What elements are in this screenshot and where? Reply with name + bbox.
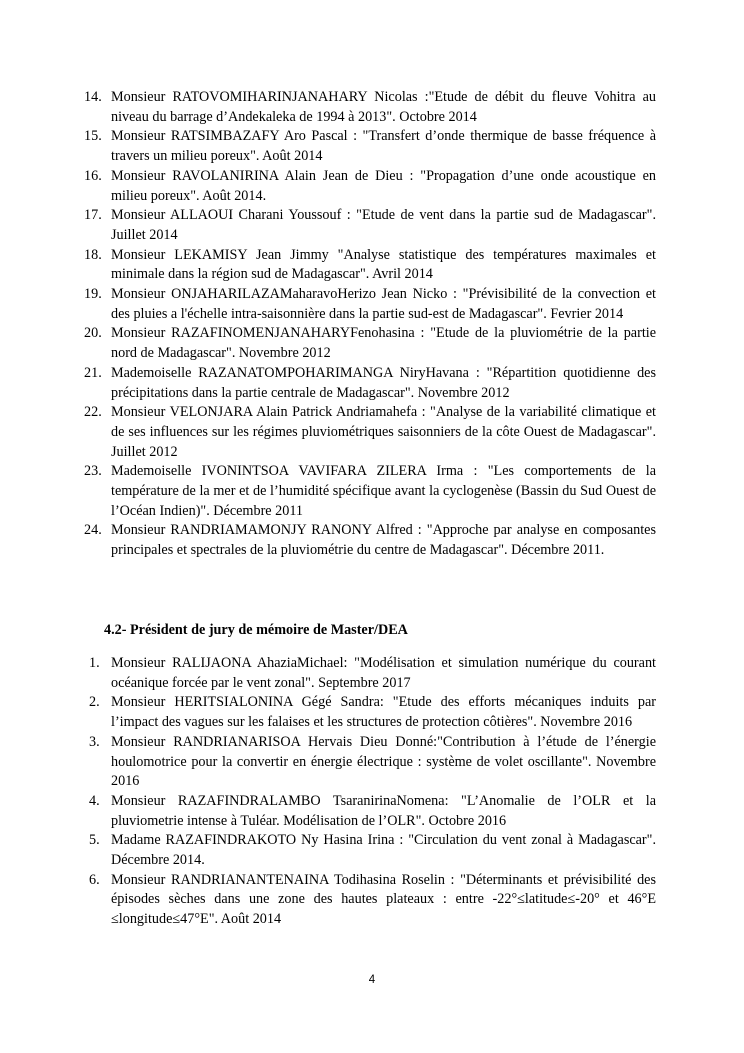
- item-text: Monsieur RATOVOMIHARINJANAHARY Nicolas :"Etude de débit du fleuve Vohitra au niveau du barrage d’Andekaleka de 1994 à 2013". Octobre 2014: [111, 89, 656, 125]
- item-number: 3.: [89, 733, 100, 750]
- item-text: Monsieur HERITSIALONINA Gégé Sandra: "Etude des efforts mécaniques induits par l’impact des vagues sur les falaises et les structures de protection côtières". Novembre 2016: [111, 694, 656, 731]
- item-text: Monsieur VELONJARA Alain Patrick Andriamahefa : "Analyse de la variabilité climatique et de ses influences sur les régimes pluviométriques saisonniers de la côte Ouest de Madagascar". Juillet 2012: [111, 404, 656, 460]
- item-text: Monsieur RANDRIANARISOA Hervais Dieu Donné:"Contribution à l’étude de l’énergie houlomotrice pour la convertir en énergie électrique : système de volet oscillante". Novembre 2016: [111, 733, 656, 790]
- item-number: 24.: [84, 522, 102, 539]
- list-item: [0, 324, 744, 363]
- item-number: 19.: [84, 286, 102, 303]
- item-number: 4.: [89, 792, 100, 809]
- jury-president-list: [0, 654, 744, 930]
- list-item: [0, 88, 744, 127]
- list-item: [0, 364, 744, 403]
- item-text: Madame RAZAFINDRAKOTO Ny Hasina Irina : "Circulation du vent zonal à Madagascar". Décembre 2014.: [111, 832, 656, 869]
- list-item: [0, 403, 744, 462]
- thesis-list-continued: [0, 88, 744, 561]
- item-text: Monsieur RATSIMBAZAFY Aro Pascal : "Transfert d’onde thermique de basse fréquence à travers un milieu poreux". Août 2014: [111, 128, 656, 165]
- list-item: [0, 285, 744, 324]
- list-item: [0, 693, 744, 732]
- item-text: Monsieur ALLAOUI Charani Youssouf : "Etude de vent dans la partie sud de Madagascar". Juillet 2014: [111, 207, 656, 243]
- list-item: [0, 462, 744, 521]
- item-text: Monsieur LEKAMISY Jean Jimmy "Analyse statistique des températures maximales et minimale dans la région sud de Madagascar". Avril 2014: [111, 246, 656, 283]
- page-number: 4: [368, 974, 376, 986]
- item-text: Monsieur ONJAHARILAZAMaharavoHerizo Jean Nicko : "Prévisibilité de la convection et des pluies a l'échelle intra-saisonnière dans la partie sud-est de Madagascar". Fevrier 2014: [111, 286, 656, 322]
- item-number: 22.: [84, 404, 102, 421]
- list-item: [0, 246, 744, 285]
- list-item: [0, 831, 744, 870]
- list-item: [0, 206, 744, 245]
- list-item: [0, 521, 744, 560]
- section-heading: 4.2- Président de jury de mémoire de Master/DEA: [104, 622, 408, 638]
- item-text: Monsieur RAVOLANIRINA Alain Jean de Dieu : "Propagation d’une onde acoustique en milieu poreux". Août 2014.: [111, 167, 656, 204]
- item-number: 17.: [84, 207, 102, 224]
- item-number: 14.: [84, 89, 102, 105]
- list-item: [0, 167, 744, 206]
- item-text: Mademoiselle IVONINTSOA VAVIFARA ZILERA Irma : "Les comportements de la température de la mer et de l’humidité spécifique avant la cyclogenèse (Bassin du Sud Ouest de l’Océan Indien)". Décembre 2011: [111, 463, 656, 519]
- item-number: 5.: [89, 832, 100, 849]
- item-number: 18.: [84, 246, 102, 263]
- list-item: [0, 733, 744, 792]
- item-number: 16.: [84, 167, 102, 184]
- item-number: 6.: [89, 871, 100, 888]
- item-number: 2.: [89, 694, 100, 711]
- item-text: Monsieur RAZAFINOMENJANAHARYFenohasina : "Etude de la pluviométrie de la partie nord de Madagascar". Novembre 2012: [111, 325, 656, 362]
- item-text: Monsieur RANDRIANANTENAINA Todihasina Roselin : "Déterminants et prévisibilité des épisodes sèches dans une zone des hautes plateaux : entre -22°≤latitude≤-20° et 46°E ≤longitude≤47°E". Août 2014: [111, 871, 656, 928]
- item-text: Monsieur RAZAFINDRALAMBO TsaranirinaNomena: "L’Anomalie de l’OLR et la pluviometrie intense à Tuléar. Modélisation de l’OLR". Octobre 2016: [111, 792, 656, 829]
- list-item: [0, 654, 744, 693]
- item-text: Mademoiselle RAZANATOMPOHARIMANGA NiryHavana : "Répartition quotidienne des précipitations dans la partie centrale de Madagascar". Novembre 2012: [111, 364, 656, 401]
- item-number: 21.: [84, 364, 102, 381]
- list-item: [0, 792, 744, 831]
- item-number: 1.: [89, 655, 100, 671]
- list-item: [0, 871, 744, 930]
- item-number: 23.: [84, 463, 102, 480]
- item-number: 15.: [84, 128, 102, 145]
- item-text: Monsieur RALIJAONA AhaziaMichael: "Modélisation et simulation numérique du courant océanique forcée par le vent zonal". Septembre 2017: [111, 655, 656, 691]
- item-number: 20.: [84, 325, 102, 342]
- item-text: Monsieur RANDRIAMAMONJY RANONY Alfred : "Approche par analyse en composantes principales et spectrales de la pluviométrie du centre de Madagascar". Décembre 2011.: [111, 522, 656, 559]
- list-item: [0, 127, 744, 166]
